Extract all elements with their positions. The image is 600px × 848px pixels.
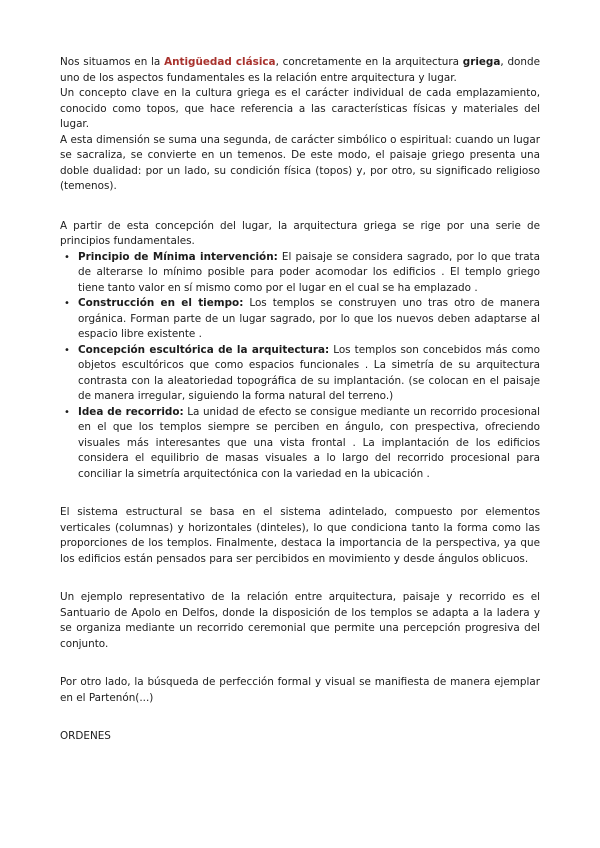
list-item-title: Concepción escultórica de la arquitectura: [78,343,330,356]
list-item-concepcion-escultorica [60,343,540,405]
bullet-icon: • [64,251,70,263]
intro-paragraph-3: A esta dimensión se suma una segunda, de carácter simbólico o espiritual: cuando un lugar se sacraliza, se convierte en un temenos. De este modo, el paisaje griego presenta una doble dualidad: por un lado, su condición física (topos) y, por otro, su significado religioso (temenos). [60,133,540,192]
list-item-idea-recorrido [60,405,540,483]
parthenon-paragraph: Por otro lado, la búsqueda de perfección formal y visual se manifiesta de manera ejemplar en el Partenón(...) [60,676,540,704]
bullet-icon: • [64,406,70,418]
list-item-text: Los templos se construyen uno tras otro de manera orgánica. Forman parte de un lugar sagrado, por lo que los nuevos deben adaptarse al espacio libre existente . [78,297,540,340]
bullet-icon: • [64,298,70,309]
delfos-example-paragraph: Un ejemplo representativo de la relación entre arquitectura, paisaje y recorrido es el Santuario de Apolo en Delfos, donde la disposición de los templos se adapta a la ladera y se organiza mediante un recorrido ceremonial que permite una percepción progresiva del conjunto. [60,591,540,650]
intro-text-2: , concretamente en la arquitectura [275,56,463,68]
principles-list [60,250,540,483]
list-item-text: Los templos son concebidos más como objetos escultóricos que como espacios funcionales . La simetría de su arquitectura contrasta con la aleatoriedad topográfica de su implantación. (se colocan en el paisaje de manera irregular, siguiendo la forma natural del terreno.) [78,343,541,402]
list-item-title: Principio de Mínima intervención: [78,250,278,263]
principles-lead: A partir de esta concepción del lugar, la arquitectura griega se rige por una serie de principios fundamentales. [60,219,540,247]
list-item-construccion-tiempo [60,296,540,343]
bold-griega: griega [462,56,501,68]
list-item-title: Idea de recorrido: [78,405,184,418]
highlight-antiguedad-clasica: Antigüedad clásica [164,56,276,68]
list-item-text: El paisaje se considera sagrado, por lo que trata de alterarse lo mínimo posible para poder acomodar los edificios . El templo griego tiene tanto valor en sí mismo como por el lugar en el cual se ha emplazado . [78,250,541,294]
ordenes-heading: ORDENES [60,730,111,742]
intro-text-3: , donde uno de los aspectos fundamentales es la relación entre arquitectura y lugar. [60,56,540,84]
list-item-title: Construcción en el tiempo: [78,297,244,309]
intro-text-1: Nos situamos en la [60,56,165,68]
list-item-text: La unidad de efecto se consigue mediante un recorrido procesional en el que los templos siempre se perciben en ángulo, con prespectiva, ofreciendo visuales más interesantes que una vista frontal . La implantación de los edificios considera el equilibrio de masas visuales a lo largo del recorrido procesional para conciliar la simetría arquitectónica con la variedad en la ubicación . [78,405,541,480]
intro-paragraph-1 [60,55,540,86]
structure-paragraph: El sistema estructural se basa en el sistema adintelado, compuesto por elementos verticales (columnas) y horizontales (dinteles), lo que condiciona tanto la forma como las proporciones de los templos. Finalmente, destaca la importancia de la perspectiva, ya que los edificios están pensados para ser percibidos en movimiento y desde ángulos oblicuos. [60,506,540,565]
bullet-icon: • [64,344,70,356]
list-item-minima-intervencion [60,250,540,297]
intro-paragraph-2: Un concepto clave en la cultura griega es el carácter individual de cada emplazamiento, conocido como topos, que hace referencia a las características físicas y materiales del lugar. [60,87,540,130]
